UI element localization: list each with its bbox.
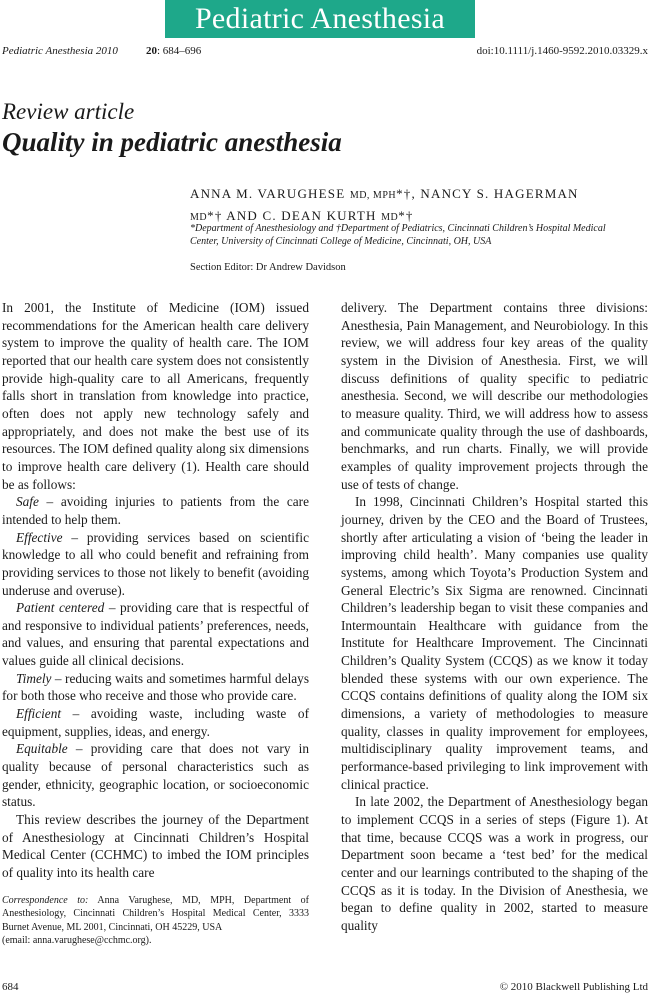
volume-number: 20 [146, 45, 157, 57]
dimension-text: – avoiding waste, including waste of equipment, supplies, ideas, and energy. [2, 706, 309, 739]
dimension-term: Timely [16, 670, 52, 686]
section-editor: Section Editor: Dr Andrew Davidson [190, 262, 346, 273]
dimension-patient-centered [2, 599, 309, 670]
dimension-term: Efficient [16, 706, 62, 722]
author-2: *†, NANCY S. HAGERMAN [396, 186, 579, 201]
body-paragraph-continued: delivery. The Department contains three divisions: Anesthesia, Pain Management, and Neurobiology. In this review, we will address four key areas of the quality system in the Division of Anesthesia. First, we will discuss definitions of quality specific to pediatric anesthesia. Second, we will describe our methodologies to measure quality. Third, we will address how to assess and communicate quality through the use of dashboards, benchmarks, and run charts. Finally, we will provide examples of quality improvement projects through the use of tests of change. [341, 300, 648, 492]
page-range: : 684–696 [157, 45, 202, 57]
dimension-safe [2, 493, 309, 528]
correspondence-address: Anna Varughese, MD, MPH, Department of Anesthesiology, Cincinnati Children’s Hospital Medical Center, 3333 Burnet Avenue, ML 2001, Cincinnati, OH 45229, USA [2, 895, 309, 933]
correspondence-note [2, 894, 309, 947]
dimension-term: Effective [16, 529, 63, 545]
dimension-term: Patient centered [16, 600, 105, 616]
running-journal-title: Pediatric Anesthesia 2010 [2, 45, 118, 57]
correspondence-email[interactable]: (email: anna.varughese@cchmc.org). [2, 934, 152, 946]
author-3-degree: MD [381, 212, 399, 223]
body-paragraph-implementation: In late 2002, the Department of Anesthesiology began to implement CCQS in a series of steps (Figure 1). At that time, because CCQS was a work in progress, our Department soon became a ‘test bed’ for the medical center and our learnings contributed to the shaping of the CCQS as it is today. In the Division of Anesthesia, we began to define quality in 2002, started to measure quality [341, 794, 648, 933]
author-1: ANNA M. VARUGHESE [190, 186, 346, 201]
page-footer [0, 980, 650, 994]
left-column [2, 299, 309, 882]
volume-pages [146, 44, 201, 58]
dimension-text: – avoiding injuries to patients from the care intended to help them. [2, 494, 309, 527]
author-3-affil-marks: *† [398, 208, 414, 223]
dimension-term: Safe [16, 494, 39, 510]
article-title: Quality in pediatric anesthesia [2, 127, 342, 157]
affiliations: *Department of Anesthesiology and †Department of Pediatrics, Cincinnati Children’s Hospital Medical Center, University of Cincinnati College of Medicine, Cincinnati, OH, USA [190, 223, 606, 247]
dimension-text: – providing care that is respectful of and responsive to individual patients’ preferences, needs, and values, and ensuring that parental expectations and values guide all clinical decisions. [2, 600, 309, 669]
dimension-text: – providing services based on scientific knowledge to all who could benefit and refraining from providing services to those not likely to benefit (avoiding underuse and overuse). [2, 529, 309, 598]
author-3: *† AND C. DEAN KURTH [207, 208, 377, 223]
page-number: 684 [2, 981, 19, 993]
review-paragraph: This review describes the journey of the Department of Anesthesiology at Cincinnati Children’s Hospital Medical Center (CCHMC) to imbed the IOM principles of quality into its health care [2, 812, 309, 880]
correspondence-label: Correspondence to: [2, 895, 89, 906]
dimension-effective [2, 529, 309, 600]
doi-link[interactable]: doi:10.1111/j.1460-9592.2010.03329.x [476, 45, 648, 57]
dimension-term: Equitable [16, 741, 68, 757]
dimension-timely [2, 670, 309, 705]
dimension-equitable [2, 740, 309, 811]
right-column [341, 299, 648, 935]
copyright: © 2010 Blackwell Publishing Ltd [499, 981, 648, 993]
dimension-efficient [2, 705, 309, 740]
dimension-text: – providing care that does not vary in quality because of personal characteristics such as gender, ethnicity, geographic location, or socioeconomic status. [2, 741, 309, 810]
running-header [0, 44, 650, 58]
journal-banner: Pediatric Anesthesia [165, 0, 475, 38]
dimension-text: – reducing waits and sometimes harmful delays for both those who receive and those who provide care. [2, 670, 309, 704]
body-paragraph-history: In 1998, Cincinnati Children’s Hospital started this journey, driven by the CEO and the Board of Trustees, shortly after articulating a vision of ‘being the leader in improving child health’. Many companies use quality systems, among which Toyota’s Production System and General Electric’s Six Sigma are renowned. Cincinnati Children’s leadership began to visit these companies and Intermountain Healthcare with guidance from the Institute for Healthcare Improvement. The Cincinnati Children’s Quality System (CCQS) as we know it today blended these systems with our own experience. The CCQS contains definitions of quality along the IOM six dimensions, a variety of methodologies to measure quality, classes in quality improvement for employees, multidisciplinary quality improvement teams, and performance-based privileging to link improvement with clinical practice. [341, 494, 648, 792]
intro-paragraph: In 2001, the Institute of Medicine (IOM) issued recommendations for the American health care delivery system to improve the quality of health care. The IOM reported that our health care system does not consistently provide high-quality care to all Americans, frequently falls short in translation from knowledge into practice, often does not apply new technology safely and appropriately, and does not make the best use of its resources. The IOM defined quality along six dimensions to improve health care delivery (1). Health care should be as follows: [2, 300, 309, 492]
author-1-degree: MD, MPH [349, 190, 397, 201]
article-type: Review article [2, 99, 135, 124]
author-2-degree: MD [190, 212, 208, 223]
